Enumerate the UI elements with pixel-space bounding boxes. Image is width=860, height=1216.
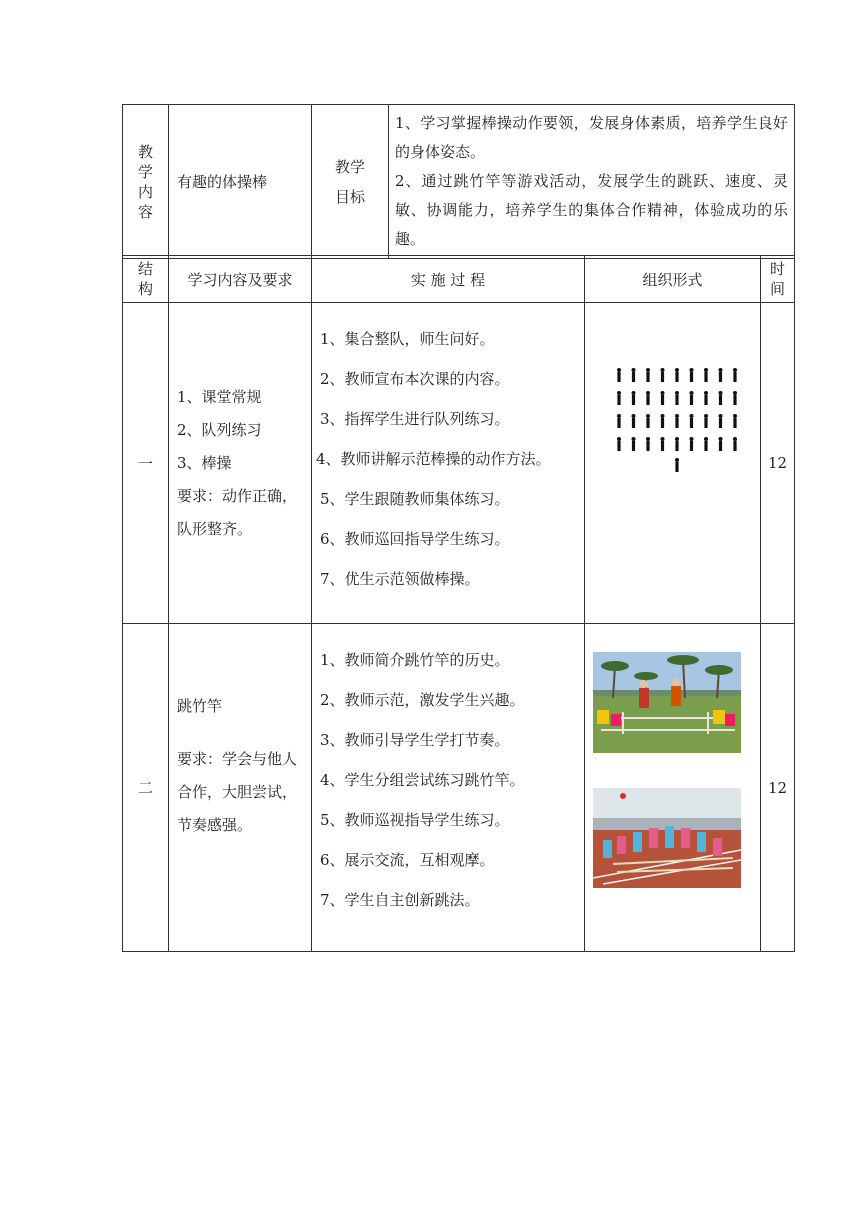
student-figure xyxy=(675,391,679,405)
student-figure xyxy=(690,437,694,451)
step-item: 2、教师宣布本次课的内容。 xyxy=(320,370,510,388)
bamboo-dance-photo-outdoor xyxy=(593,652,741,753)
content-label xyxy=(123,105,169,259)
goal-label xyxy=(312,105,389,259)
step-item: 5、学生跟随教师集体练习。 xyxy=(320,490,510,508)
section-content xyxy=(169,303,312,624)
section-time: 12 xyxy=(761,303,795,624)
teacher-figure xyxy=(675,458,679,472)
step-item: 3、教师引导学生学打节奏。 xyxy=(320,731,510,749)
student-figure xyxy=(661,368,665,382)
student-figure xyxy=(690,391,694,405)
bamboo-dance-photo-outdoor-image xyxy=(593,652,741,753)
student-figure xyxy=(704,414,708,428)
content-item: 1、课堂常规 xyxy=(177,387,262,406)
section-structure: 一 xyxy=(123,303,169,624)
goal-item: 1、学习掌握棒操动作要领，发展身体素质，培养学生良好的身体姿态。 xyxy=(395,114,788,161)
student-figure xyxy=(617,414,621,428)
student-figure xyxy=(719,391,723,405)
header-organization: 组织形式 xyxy=(585,256,761,303)
content-label-char: 容 xyxy=(137,202,153,221)
student-figure xyxy=(733,368,737,382)
content-item: 2、队列练习 xyxy=(177,420,262,439)
student-figure xyxy=(690,414,694,428)
step-item: 4、教师讲解示范棒操的动作方法。 xyxy=(316,450,551,468)
content-label-char: 内 xyxy=(137,182,153,201)
student-figure xyxy=(617,368,621,382)
student-figure xyxy=(661,391,665,405)
formation-diagram xyxy=(615,367,745,479)
section-content xyxy=(169,624,312,952)
bamboo-dance-photo-track xyxy=(593,788,741,888)
student-figure xyxy=(632,368,636,382)
step-item: 3、指挥学生进行队列练习。 xyxy=(320,410,510,428)
content-requirement: 要求：动作正确，队形整齐。 xyxy=(177,486,298,538)
teaching-goals xyxy=(389,105,795,259)
header-time-char: 间 xyxy=(769,280,785,298)
content-value: 有趣的体操棒 xyxy=(169,105,312,259)
student-figure xyxy=(661,414,665,428)
student-figure xyxy=(719,437,723,451)
section-structure: 二 xyxy=(123,624,169,952)
student-figure xyxy=(675,368,679,382)
section-organization xyxy=(585,624,761,952)
header-time xyxy=(761,256,795,303)
student-figure xyxy=(646,391,650,405)
step-item: 7、学生自主创新跳法。 xyxy=(320,891,480,909)
bamboo-dance-photo-track-image xyxy=(593,788,741,888)
lesson-process-table xyxy=(122,255,795,952)
student-figure xyxy=(632,391,636,405)
student-figure xyxy=(632,414,636,428)
content-label-char: 教 xyxy=(137,142,153,161)
student-figure xyxy=(646,437,650,451)
section-organization xyxy=(585,303,761,624)
step-item: 6、教师巡回指导学生练习。 xyxy=(320,530,510,548)
student-figure xyxy=(617,437,621,451)
content-label-char: 学 xyxy=(137,162,153,181)
content-requirement: 要求：学会与他人合作，大胆尝试，节奏感强。 xyxy=(177,750,298,834)
student-figure xyxy=(733,391,737,405)
student-figure xyxy=(704,368,708,382)
step-item: 1、集合整队，师生问好。 xyxy=(320,330,495,348)
student-figure xyxy=(733,414,737,428)
step-item: 4、学生分组尝试练习跳竹竿。 xyxy=(320,771,525,789)
student-figure xyxy=(646,414,650,428)
content-item: 3、棒操 xyxy=(177,453,232,472)
student-figure xyxy=(719,414,723,428)
step-item: 6、展示交流，互相观摩。 xyxy=(320,851,495,869)
student-figure xyxy=(733,437,737,451)
student-figure xyxy=(690,368,694,382)
goal-label-line: 教学 xyxy=(334,157,365,176)
header-structure-char: 构 xyxy=(137,280,153,298)
step-item: 5、教师巡视指导学生练习。 xyxy=(320,811,510,829)
step-item: 7、优生示范领做棒操。 xyxy=(320,570,480,588)
student-figure xyxy=(675,437,679,451)
student-figure xyxy=(704,437,708,451)
student-figure xyxy=(704,391,708,405)
student-figure xyxy=(719,368,723,382)
student-figure xyxy=(646,368,650,382)
section-steps xyxy=(312,303,585,624)
student-figure xyxy=(661,437,665,451)
goal-label-line: 目标 xyxy=(334,187,365,206)
student-figure xyxy=(617,391,621,405)
header-structure-char: 结 xyxy=(137,260,153,278)
goal-item: 2、通过跳竹竿等游戏活动，发展学生的跳跃、速度、灵敏、协调能力，培养学生的集体合作精神，体验成功的乐趣。 xyxy=(395,172,788,248)
header-process: 实 施 过 程 xyxy=(312,256,585,303)
header-time-char: 时 xyxy=(769,260,785,278)
step-item: 1、教师简介跳竹竿的历史。 xyxy=(320,651,510,669)
step-item: 2、教师示范，激发学生兴趣。 xyxy=(320,691,525,709)
section-steps xyxy=(312,624,585,952)
section-time: 12 xyxy=(761,624,795,952)
content-item: 跳竹竿 xyxy=(177,697,223,715)
student-figure xyxy=(675,414,679,428)
lesson-info-table xyxy=(122,104,795,259)
header-content: 学习内容及要求 xyxy=(169,256,312,303)
header-structure xyxy=(123,256,169,303)
student-figure xyxy=(632,437,636,451)
